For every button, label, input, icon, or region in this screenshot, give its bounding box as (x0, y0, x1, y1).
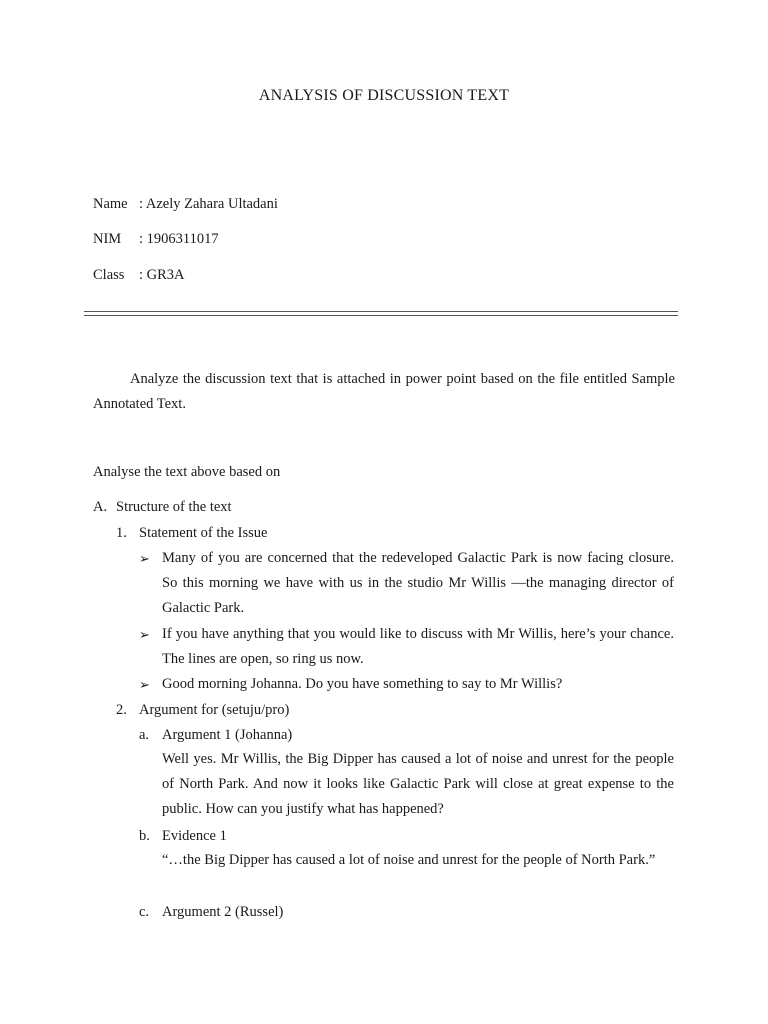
evidence-1-heading: Evidence 1 (162, 828, 227, 844)
nim-label: NIM (93, 231, 122, 247)
class-label: Class (93, 267, 125, 283)
name-value: : Azely Zahara Ultadani (139, 196, 278, 212)
argument-2-heading: Argument 2 (Russel) (162, 904, 284, 920)
statement-bullet-3: Good morning Johanna. Do you have something to say to Mr Willis? (162, 676, 563, 692)
item-1-heading: Statement of the Issue (139, 525, 268, 541)
section-a-heading: Structure of the text (116, 499, 232, 515)
item-2-heading: Argument for (setuju/pro) (139, 702, 290, 718)
arrow-bullet-icon: ➢ (139, 627, 150, 642)
nim-value: : 1906311017 (139, 231, 219, 247)
item-1-marker: 1. (116, 525, 127, 541)
arrow-bullet-icon: ➢ (139, 677, 150, 692)
header-divider-top (84, 311, 678, 312)
name-row (93, 196, 278, 213)
instruction-paragraph: Analyze the discussion text that is attached in power point based on the file entitled Sample Annotated Text. (93, 371, 675, 412)
sub-b-marker: b. (139, 828, 150, 844)
evidence-1-text: “…the Big Dipper has caused a lot of noise and unrest for the people of North Park.” (162, 852, 656, 868)
argument-1-text: Well yes. Mr Willis, the Big Dipper has caused a lot of noise and unrest for the people of North Park. And now it looks like Galactic Park will close at great expense to the public. How can you justify what has happened? (162, 751, 674, 818)
sub-c-marker: c. (139, 904, 150, 920)
document-title: ANALYSIS OF DISCUSSION TEXT (258, 87, 510, 104)
section-a-marker: A. (93, 499, 108, 515)
arrow-bullet-icon: ➢ (139, 551, 150, 566)
analyse-intro: Analyse the text above based on (93, 464, 281, 480)
statement-bullet-1: Many of you are concerned that the redeveloped Galactic Park is now facing closure. So this morning we have with us in the studio Mr Willis —the managing director of Galactic Park. (162, 550, 674, 617)
argument-1-heading: Argument 1 (Johanna) (162, 727, 293, 743)
class-row (93, 267, 185, 284)
item-2-marker: 2. (116, 702, 127, 718)
statement-bullet-2: If you have anything that you would like to discuss with Mr Willis, here’s your chance. The lines are open, so ring us now. (162, 626, 674, 668)
sub-a-marker: a. (139, 727, 150, 743)
class-value: : GR3A (139, 267, 185, 283)
nim-row (93, 231, 219, 248)
name-label: Name (93, 196, 128, 212)
header-divider-bottom (84, 315, 678, 316)
